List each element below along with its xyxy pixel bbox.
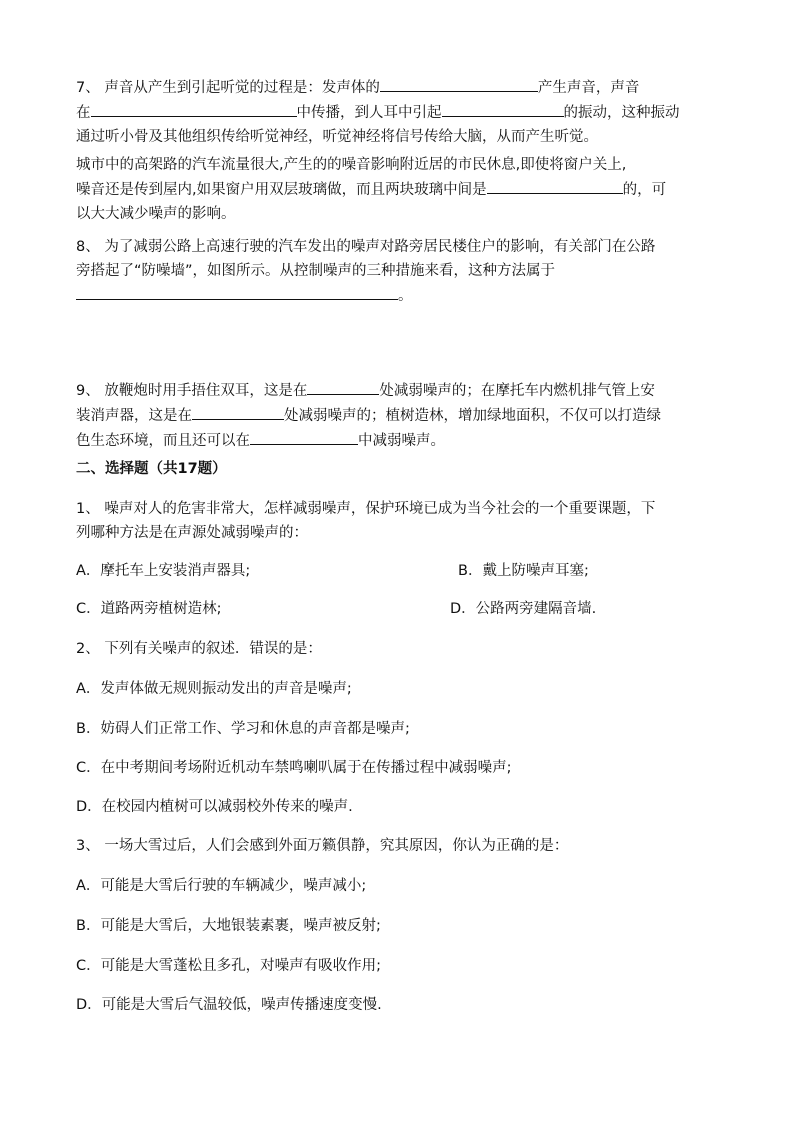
answer-blank[interactable] bbox=[250, 428, 358, 445]
q7-text: 在 bbox=[76, 105, 91, 121]
q9-text: 装消声器，这是在 bbox=[76, 408, 192, 424]
option-a[interactable]: A．摩托车上安装消声器具; bbox=[76, 563, 251, 579]
option-a[interactable]: A．可能是大雪后行驶的车辆减少，噪声减小; bbox=[76, 878, 367, 894]
question-stem: 3、 一场大雪过后，人们会感到外面万籁俱静，究其原因，你认为正确的是： bbox=[76, 838, 569, 854]
option-b[interactable]: B．可能是大雪后，大地银装素裹，噪声被反射; bbox=[76, 918, 381, 934]
option-c[interactable]: C．在中考期间考场附近机动车禁鸣喇叭属于在传播过程中减弱噪声; bbox=[76, 760, 512, 776]
q9-text: 处减弱噪声的；植树造林，增加绿地面积，不仅可以打造绿 bbox=[284, 408, 661, 424]
q7-text: 7、 声音从产生到引起听觉的过程是：发声体的 bbox=[76, 80, 380, 96]
option-b[interactable]: B．妨碍人们正常工作、学习和休息的声音都是噪声; bbox=[76, 721, 410, 737]
q8-text: 。 bbox=[398, 288, 413, 304]
answer-blank[interactable] bbox=[76, 283, 398, 300]
section-heading: 二、选择题（共17题） bbox=[76, 461, 227, 477]
q7-text: 的振动，这种振动 bbox=[563, 105, 680, 121]
city-text: 的，可 bbox=[622, 182, 667, 198]
question-7 bbox=[76, 75, 718, 149]
choice-question-1 bbox=[76, 497, 718, 545]
q7-text: 中传播，到人耳中引起 bbox=[296, 105, 442, 121]
answer-blank[interactable] bbox=[91, 100, 297, 117]
answer-blank[interactable] bbox=[487, 177, 623, 194]
question-9 bbox=[76, 378, 718, 453]
question-stem: 1、 噪声对人的危害非常大，怎样减弱噪声，保护环境已成为当今社会的一个重要课题，下 bbox=[76, 501, 656, 517]
city-noise-question bbox=[76, 153, 718, 226]
q8-text: 旁搭起了“防噪墙”，如图所示。从控制噪声的三种措施来看，这种方法属于 bbox=[76, 263, 556, 279]
city-text: 以大大减少噪声的影响。 bbox=[76, 206, 236, 222]
answer-blank[interactable] bbox=[380, 75, 538, 92]
q9-text: 9、 放鞭炮时用手捂住双耳，这是在 bbox=[76, 383, 308, 399]
option-c[interactable]: C．道路两旁植树造林; bbox=[76, 601, 222, 617]
city-text: 城市中的高架路的汽车流量很大,产生的的噪音影响附近居的市民休息,即使将窗户关上, bbox=[76, 157, 627, 173]
question-stem: 2、 下列有关噪声的叙述．错误的是： bbox=[76, 641, 322, 657]
q9-text: 中减弱噪声。 bbox=[358, 433, 445, 449]
q7-text: 产生声音，声音 bbox=[537, 80, 640, 96]
option-d[interactable]: D．在校园内植树可以减弱校外传来的噪声. bbox=[76, 799, 353, 815]
city-text: 噪音还是传到屋内,如果窗户用双层玻璃做，而且两块玻璃中间是 bbox=[76, 182, 487, 198]
q7-text: 通过听小骨及其他组织传给听觉神经，听觉神经将信号传给大脑，从而产生听觉。 bbox=[76, 129, 598, 145]
option-c[interactable]: C．可能是大雪蓬松且多孔，对噪声有吸收作用; bbox=[76, 958, 382, 974]
answer-blank[interactable] bbox=[192, 403, 284, 420]
q9-text: 处减弱噪声的；在摩托车内燃机排气管上安 bbox=[379, 383, 655, 399]
q8-text: 8、 为了减弱公路上高速行驶的汽车发出的噪声对路旁居民楼住户的影响，有关部门在公路 bbox=[76, 239, 656, 255]
option-a[interactable]: A．发声体做无规则振动发出的声音是噪声; bbox=[76, 681, 352, 697]
option-d[interactable]: D．可能是大雪后气温较低，噪声传播速度变慢. bbox=[76, 997, 382, 1013]
option-d[interactable]: D．公路两旁建隔音墙. bbox=[450, 601, 597, 617]
answer-blank[interactable] bbox=[442, 100, 564, 117]
question-stem: 列哪种方法是在声源处减弱噪声的： bbox=[76, 525, 308, 541]
q9-text: 色生态环境，而且还可以在 bbox=[76, 433, 250, 449]
option-b[interactable]: B．戴上防噪声耳塞; bbox=[458, 563, 589, 579]
question-8 bbox=[76, 235, 718, 308]
answer-blank[interactable] bbox=[307, 378, 379, 395]
